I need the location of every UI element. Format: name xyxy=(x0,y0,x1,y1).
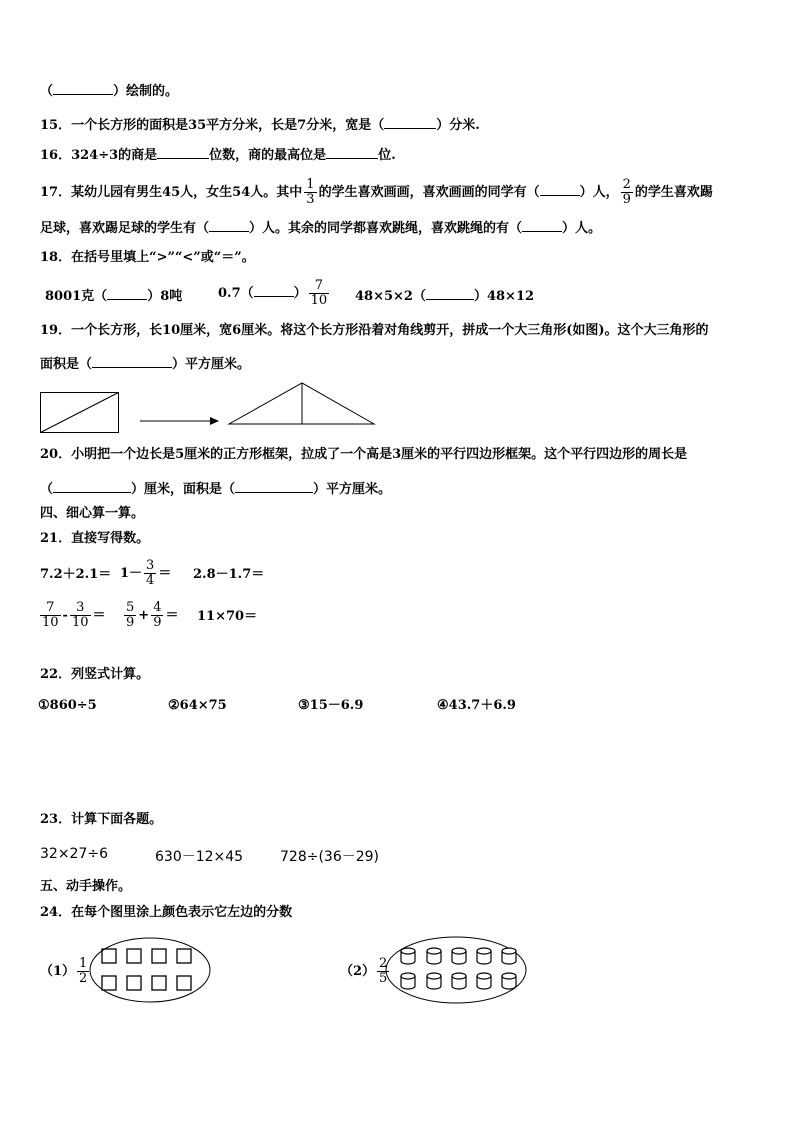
question-17-line2: 足球，喜欢踢足球的学生有（ ）人。其余的同学都喜欢跳绳，喜欢跳绳的有（ ）人。 xyxy=(40,221,602,236)
answer-blank[interactable] xyxy=(426,287,474,300)
fraction: $\frac{5}{9}$ xyxy=(126,600,135,630)
square-shape[interactable] xyxy=(177,976,191,990)
question-18-title: 18．在括号里填上“>”“<”或“＝”。 xyxy=(40,250,255,265)
q23-item-3: 728÷(36－29) xyxy=(280,849,380,865)
answer-blank[interactable] xyxy=(254,284,294,297)
cylinder-icon[interactable] xyxy=(401,973,415,989)
answer-blank[interactable] xyxy=(157,146,209,159)
cylinder-icon[interactable] xyxy=(477,948,491,964)
section-4-title: 四、细心算一算。 xyxy=(40,506,145,521)
answer-blank[interactable] xyxy=(522,219,562,232)
square-shape[interactable] xyxy=(127,976,141,990)
q18-item-1: 8001克（ ）8吨 xyxy=(45,289,183,304)
question-15: 15．一个长方形的面积是35平方分米，长是7分米，宽是（ ）分米. xyxy=(40,118,480,133)
q14-tail: （ ）绘制的。 xyxy=(40,84,179,99)
q23-item-1: 32×27÷6 xyxy=(40,846,108,862)
fraction: $\frac{7}{10}$ xyxy=(310,278,328,308)
answer-blank[interactable] xyxy=(384,116,436,129)
calc-7-10-minus-3-10: $\frac{7}{10}$ - $\frac{3}{10}$ ＝ xyxy=(42,600,106,630)
fraction: $\frac{7}{10}$ xyxy=(42,600,59,630)
question-19-line2: 面积是（ ）平方厘米。 xyxy=(40,357,251,372)
cylinder-group xyxy=(401,948,516,989)
answer-blank[interactable] xyxy=(326,146,378,159)
square-shape[interactable] xyxy=(177,949,191,963)
question-23-title: 23．计算下面各题。 xyxy=(40,812,163,827)
fraction: $\frac{2}{9}$ xyxy=(622,177,631,207)
cylinder-icon[interactable] xyxy=(401,948,415,964)
answer-blank[interactable] xyxy=(53,480,131,493)
square-shape[interactable] xyxy=(102,949,116,963)
fraction: $\frac{3}{10}$ xyxy=(71,600,89,630)
fraction: $\frac{3}{4}$ xyxy=(146,558,155,588)
question-20-line2: （ ）厘米，面积是（ ）平方厘米。 xyxy=(40,482,392,497)
cylinder-icon[interactable] xyxy=(502,973,516,989)
cylinder-icon[interactable] xyxy=(427,948,441,964)
arrow-head-icon xyxy=(210,417,219,425)
answer-blank[interactable] xyxy=(107,287,147,300)
square-shape[interactable] xyxy=(102,976,116,990)
calc-7.2-plus-2.1: 7.2＋2.1＝ xyxy=(40,567,112,582)
q22-item-1: ①860÷5 xyxy=(38,698,97,713)
calc-2.8-minus-1.7: 2.8－1.7＝ xyxy=(193,567,265,582)
q23-item-2: 630－12×45 xyxy=(155,849,244,865)
question-22-title: 22．列竖式计算。 xyxy=(40,667,150,682)
fraction: $\frac{1}{2}$ xyxy=(79,956,88,986)
square-shape[interactable] xyxy=(152,949,166,963)
cylinder-icon[interactable] xyxy=(502,948,516,964)
question-17-line1: 17．某幼儿园有男生45人，女生54人。其中 $\frac{1}{3}$ 的学生喜欢画画，喜欢画画的同学有（ ）人， $\frac{2}{9}$ 的学生喜欢踢 xyxy=(40,177,713,207)
q22-item-2: ②64×75 xyxy=(168,698,227,713)
square-shape[interactable] xyxy=(127,949,141,963)
question-16: 16．324÷3的商是 位数，商的最高位是 位. xyxy=(40,148,396,163)
q22-item-3: ③15－6.9 xyxy=(298,698,364,713)
answer-blank[interactable] xyxy=(92,355,172,368)
answer-blank[interactable] xyxy=(540,183,580,196)
cylinder-icon[interactable] xyxy=(452,948,466,964)
question-24-title: 24．在每个图里涂上颜色表示它左边的分数 xyxy=(40,905,293,920)
answer-blank[interactable] xyxy=(53,82,113,95)
diagonal-line xyxy=(41,393,119,433)
oval-1 xyxy=(90,938,210,1002)
q22-item-4: ④43.7＋6.9 xyxy=(437,698,516,713)
square-group xyxy=(102,949,191,990)
cylinder-icon[interactable] xyxy=(477,973,491,989)
q18-item-2: 0.7（ ） $\frac{7}{10}$ xyxy=(218,278,328,308)
calc-11-times-70: 11×70＝ xyxy=(197,609,258,624)
q24-part-1-label: （1） $\frac{1}{2}$ xyxy=(40,956,88,986)
oval-2 xyxy=(386,937,526,1003)
cylinder-icon[interactable] xyxy=(452,973,466,989)
calc-5-9-plus-4-9: $\frac{5}{9}$ + $\frac{4}{9}$ ＝ xyxy=(126,600,179,630)
q24-part-2-label: （2） $\frac{2}{5}$ xyxy=(340,956,388,986)
q18-item-3: 48×5×2（ ）48×12 xyxy=(355,289,535,304)
cylinder-icon[interactable] xyxy=(427,973,441,989)
fraction: $\frac{4}{9}$ xyxy=(153,600,162,630)
square-shape[interactable] xyxy=(152,976,166,990)
rectangle-shape xyxy=(41,393,119,433)
triangle-shape xyxy=(229,383,374,424)
fraction: $\frac{1}{3}$ xyxy=(306,177,315,207)
section-5-title: 五、动手操作。 xyxy=(40,879,132,894)
fraction: $\frac{2}{5}$ xyxy=(379,956,388,986)
answer-blank[interactable] xyxy=(209,219,249,232)
question-19-line1: 19．一个长方形，长10厘米，宽6厘米。将这个长方形沿着对角线剪开，拼成一个大三角形(如图)。这个大三角形的 xyxy=(40,323,709,338)
answer-blank[interactable] xyxy=(235,480,313,493)
question-20-line1: 20．小明把一个边长是5厘米的正方形框架，拉成了一个高是3厘米的平行四边形框架。这个平行四边形的周长是 xyxy=(40,447,688,462)
calc-1-minus-3-4: 1－ $\frac{3}{4}$ ＝ xyxy=(120,558,172,588)
question-21-title: 21．直接写得数。 xyxy=(40,531,150,546)
